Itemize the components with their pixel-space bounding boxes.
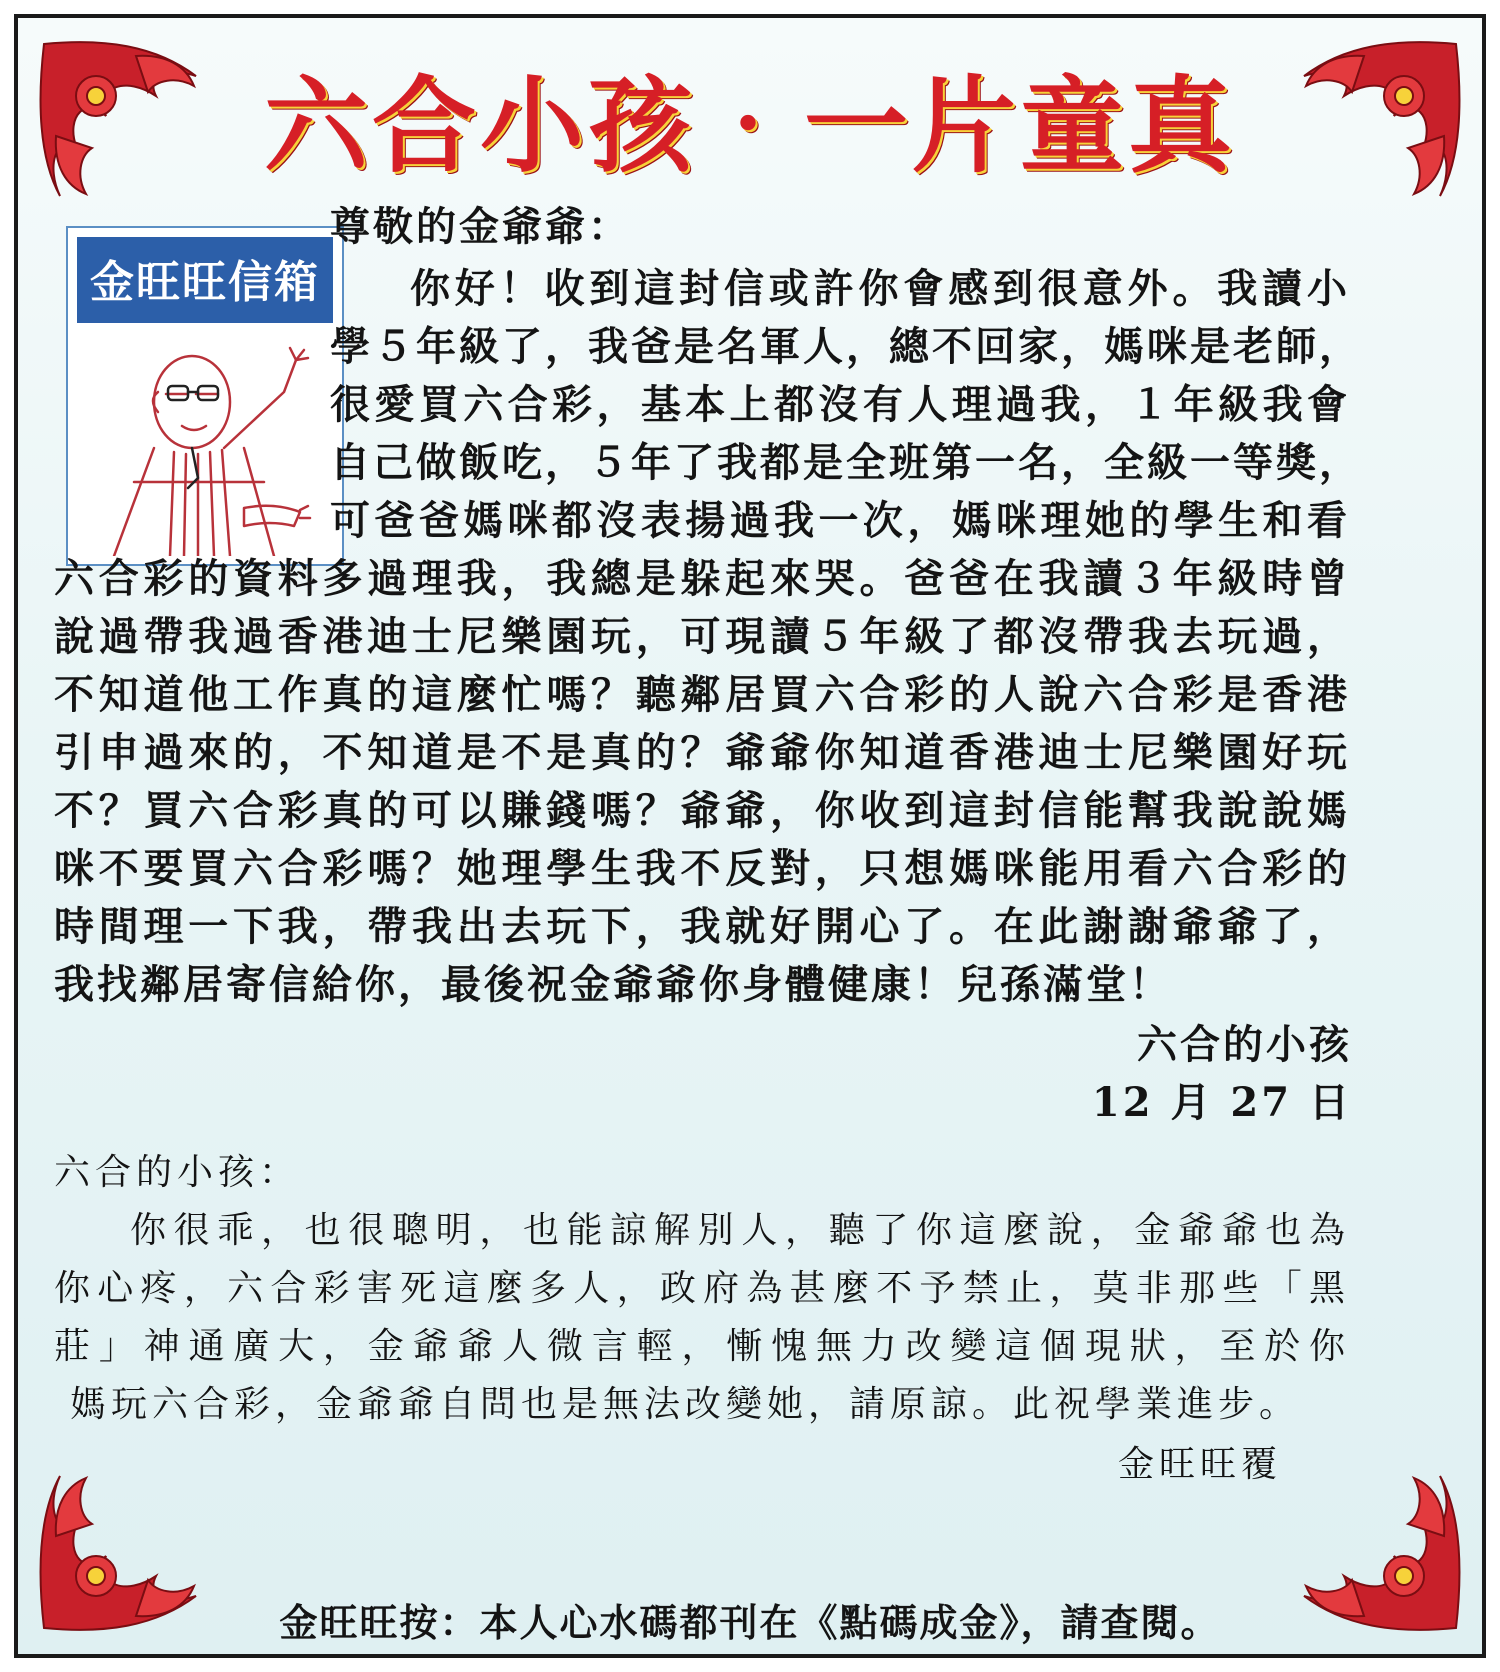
reply-signature: 金旺旺覆 — [1117, 1444, 1282, 1485]
letter-line: 很愛買六合彩，基本上都沒有人理過我，１年級我會 — [330, 381, 1350, 428]
mailbox-label: 金旺旺信箱 — [74, 234, 336, 326]
mailbox-column-logo — [66, 226, 344, 566]
letter-salutation: 尊敬的金爺爺： — [330, 203, 631, 250]
letter-line: 不？買六合彩真的可以賺錢嗎？爺爺，你收到這封信能幫我說說媽 — [54, 787, 1350, 834]
page-title: 六合小孩‧一片童真 — [263, 64, 1236, 187]
letter-line: 引申過來的，不知道是不是真的？爺爺你知道香港迪士尼樂園好玩 — [54, 729, 1350, 776]
letter-line: 說過帶我過香港迪士尼樂園玩，可現讀５年級了都沒帶我去玩過， — [54, 613, 1350, 660]
letter-line: 學５年級了，我爸是名軍人，總不回家，媽咪是老師， — [330, 323, 1362, 370]
letter-line: 可爸爸媽咪都沒表揚過我一次，媽咪理她的學生和看 — [330, 497, 1350, 544]
reply-line: 你很乖，也很聰明，也能諒解別人，聽了你這麼說，金爺爺也為 — [130, 1210, 1350, 1251]
letter-line: 不知道他工作真的這麼忙嗎？聽鄰居買六合彩的人說六合彩是香港 — [54, 671, 1350, 718]
reply-line: 你心疼，六合彩害死這麼多人，政府為甚麼不予禁止，莫非那些「黑 — [54, 1268, 1350, 1309]
page-frame — [14, 14, 1486, 1658]
reply-salutation: 六合的小孩： — [54, 1152, 301, 1193]
old-man-illustration — [74, 332, 336, 556]
reply-line: 莊」神通廣大，金爺爺人微言輕，慚愧無力改變這個現狀，至於你 — [54, 1326, 1350, 1367]
letter-line: 時間理一下我，帶我出去玩下，我就好開心了。在此謝謝爺爺了， — [54, 903, 1350, 950]
letter-line: 六合彩的資料多過理我，我總是躲起來哭。爸爸在我讀３年級時曾 — [54, 555, 1350, 602]
letter-signature: 六合的小孩 — [1137, 1021, 1352, 1068]
letter-line: 咪不要買六合彩嗎？她理學生我不反對，只想媽咪能用看六合彩的 — [54, 845, 1350, 892]
letter-line: 自己做飯吃，５年了我都是全班第一名，全級一等獎， — [330, 439, 1362, 486]
reply-line: 媽玩六合彩，金爺爺自問也是無法改變她，請原諒。此祝學業進步。 — [70, 1384, 1301, 1425]
letter-line: 你好！收到這封信或許你會感到很意外。我讀小 — [410, 265, 1350, 312]
footer-note: 金旺旺按：本人心水碼都刊在《點碼成金》，請查閱。 — [279, 1601, 1221, 1645]
letter-line: 我找鄰居寄信給你，最後祝金爺爺你身體健康！兒孫滿堂！ — [54, 961, 1172, 1008]
letter-date: 12 月 27 日 — [1091, 1079, 1352, 1126]
